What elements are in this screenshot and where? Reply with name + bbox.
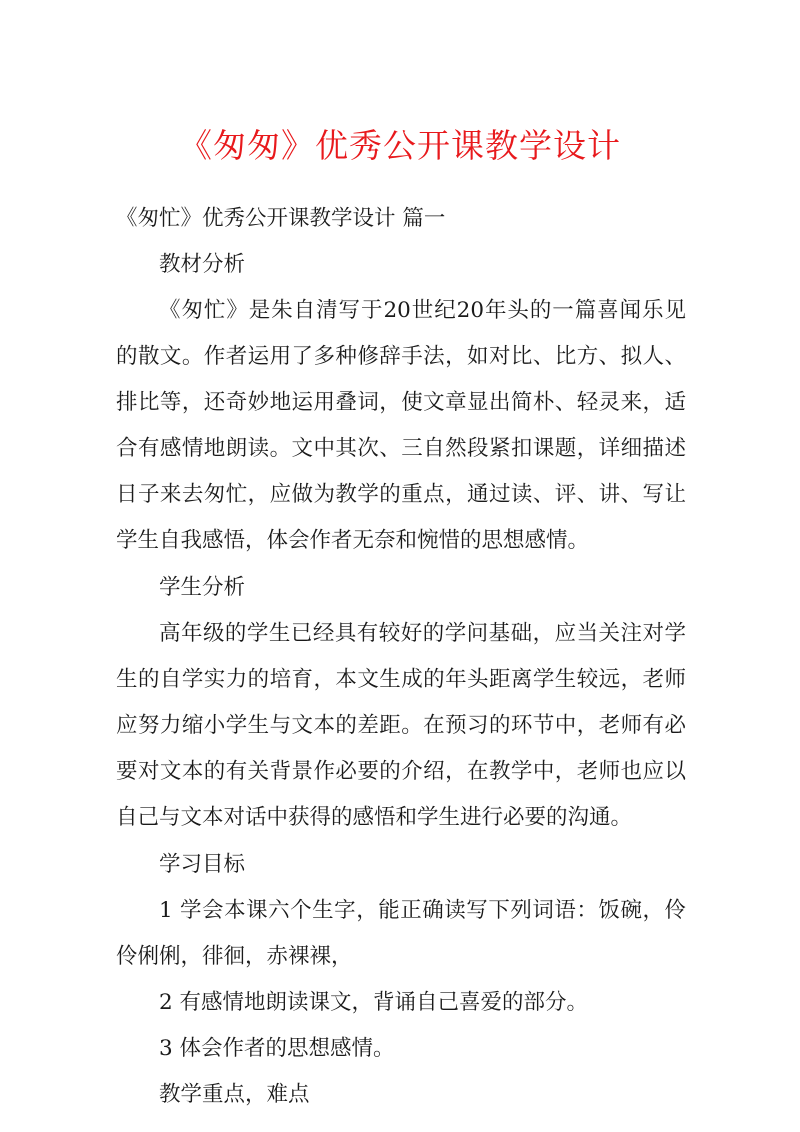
learning-goal-3: 3 体会作者的思想感情。 (159, 1036, 395, 1061)
section-heading-learning-goals: 学习目标 (159, 852, 246, 877)
document-body (116, 196, 686, 1118)
material-analysis-paragraph: 《匆忙》是朱自清写于20世纪20年头的一篇喜闻乐见的散文。作者运用了多种修辞手法，如对比、比方、拟人、排比等，还奇妙地运用叠词，使文章显出简朴、轻灵来，适合有感情地朗读。文中其次、三自然段紧扣课题，详细描述日子来去匆忙，应做为教学的重点，通过读、评、讲、写让学生自我感悟，体会作者无奈和惋惜的思想感情。 (116, 298, 686, 553)
learning-goal-1: 1 学会本课六个生字，能正确读写下列词语：饭碗，伶伶俐俐，徘徊，赤裸裸， (116, 898, 686, 969)
section-heading-key-points: 教学重点，难点 (159, 1082, 310, 1107)
student-analysis-paragraph: 高年级的学生已经具有较好的学问基础，应当关注对学生的自学实力的培育，本文生成的年头距离学生较远，老师应努力缩小学生与文本的差距。在预习的环节中，老师有必要对文本的有关背景作必要的介绍，在教学中，老师也应以自己与文本对话中获得的感悟和学生进行必要的沟通。 (116, 621, 686, 830)
document-subtitle: 《匆忙》优秀公开课教学设计 篇一 (116, 206, 446, 231)
section-heading-material-analysis: 教材分析 (159, 252, 246, 277)
learning-goal-2: 2 有感情地朗读课文，背诵自己喜爱的部分。 (159, 990, 589, 1015)
page-title: 《匆匆》优秀公开课教学设计 (179, 126, 621, 165)
section-heading-student-analysis: 学生分析 (159, 575, 246, 600)
